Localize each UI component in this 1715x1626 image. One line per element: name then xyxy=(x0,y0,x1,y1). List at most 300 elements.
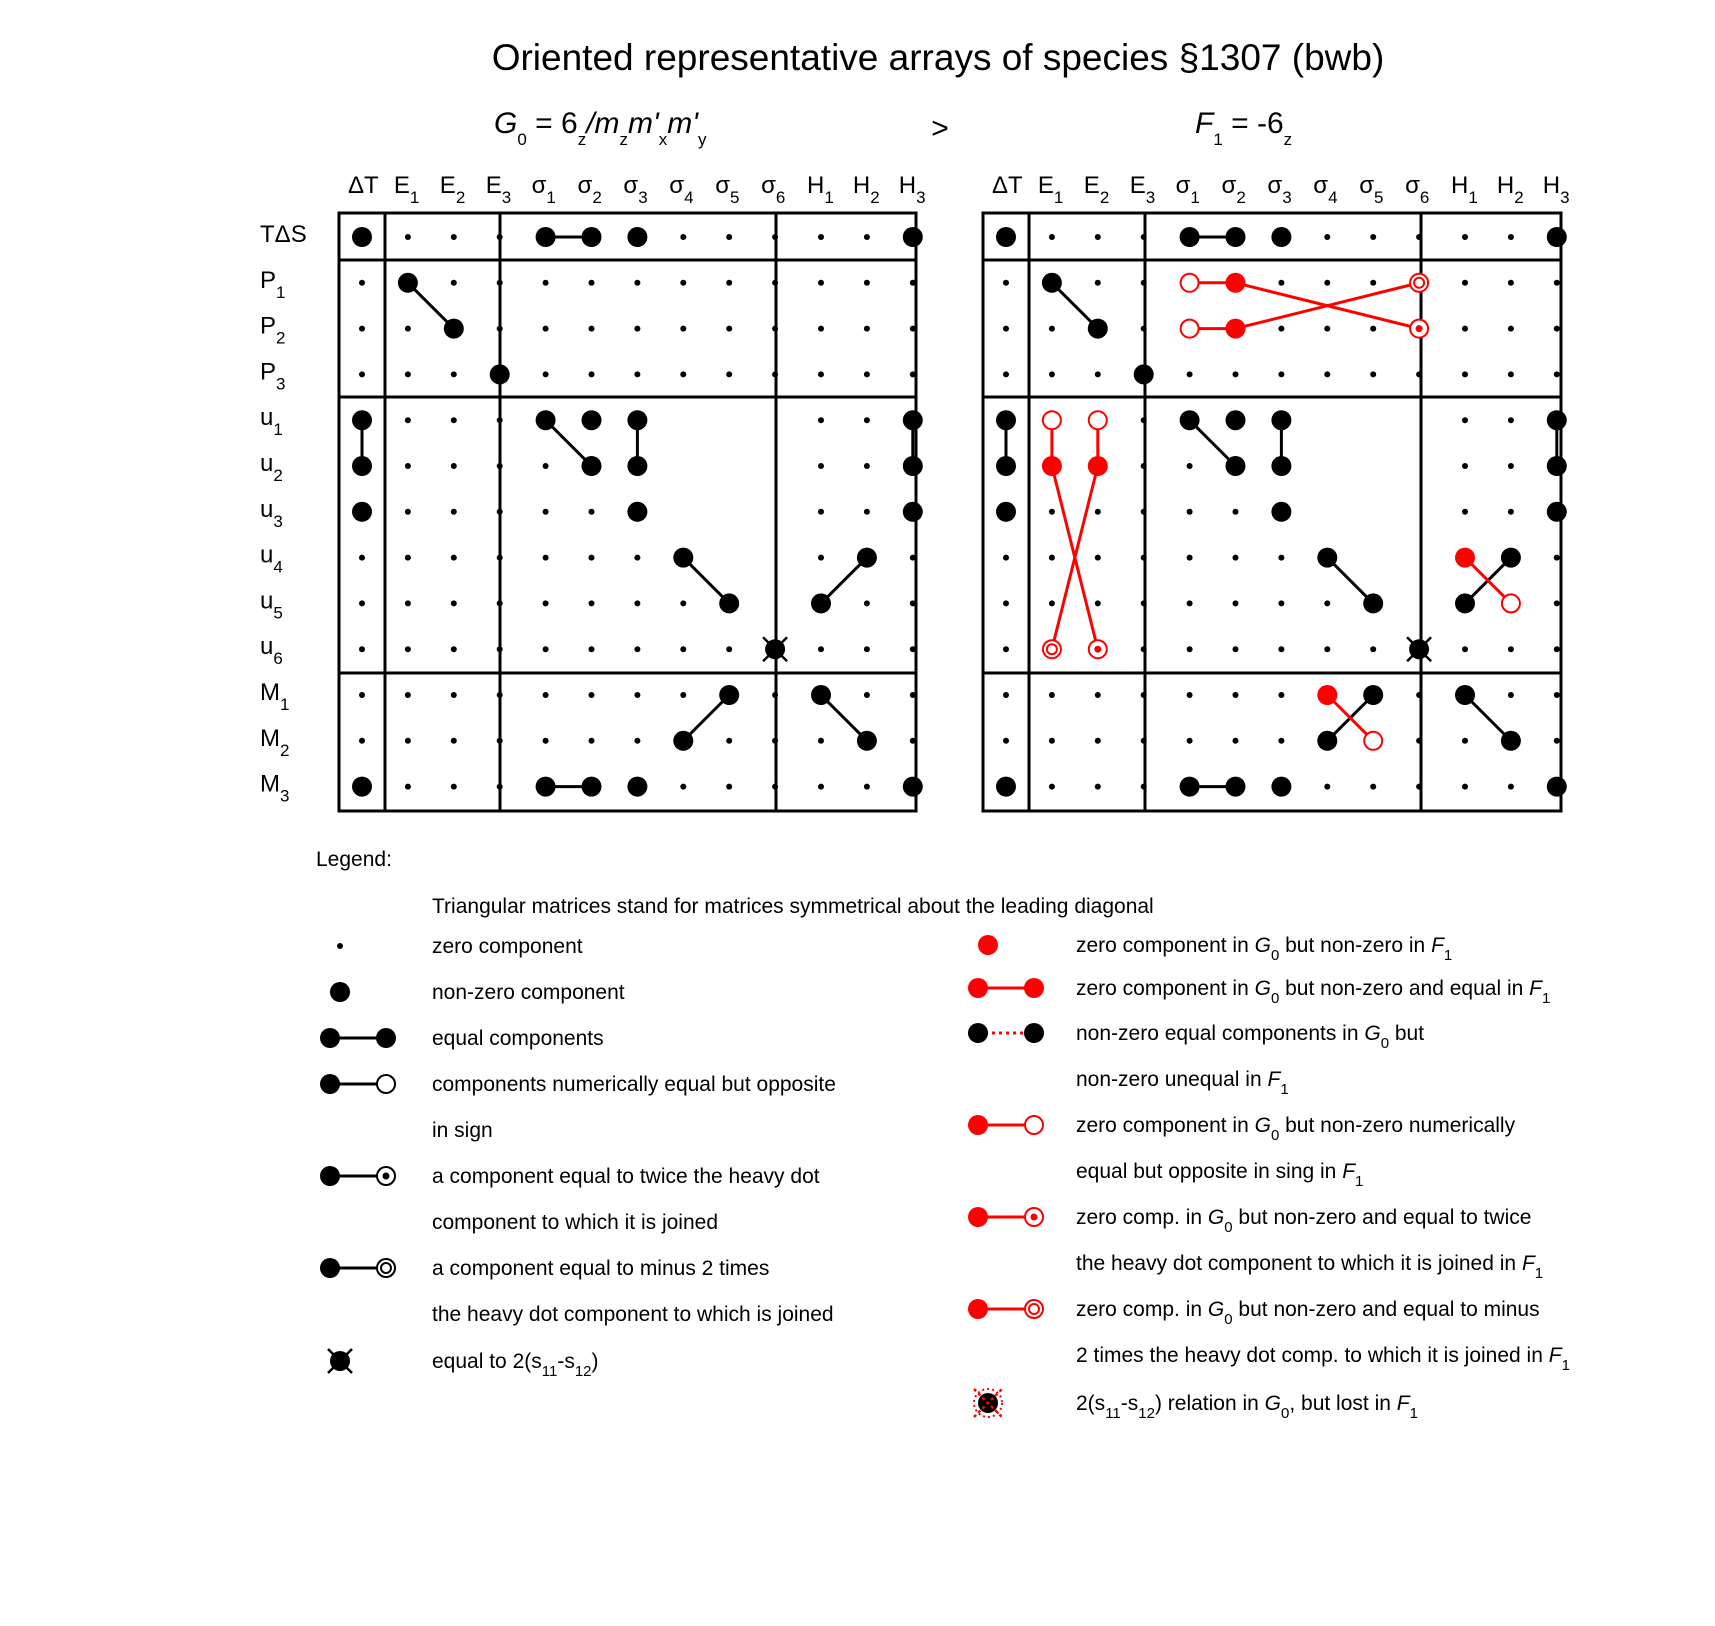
red-circled-icon xyxy=(968,1299,1043,1319)
nonzero-dot xyxy=(1363,593,1383,613)
zero-dot xyxy=(451,555,457,561)
zero-dot xyxy=(405,326,411,332)
zero-dot xyxy=(772,692,778,698)
row-header-main: M xyxy=(260,770,280,798)
legend-text-part: 0 xyxy=(1380,1035,1390,1052)
column-header-sub: 3 xyxy=(638,188,648,207)
zero-dot xyxy=(359,600,365,606)
nonzero-dot xyxy=(627,502,647,522)
zero-dot xyxy=(818,417,824,423)
nonzero-dot xyxy=(490,364,510,384)
zero-dot xyxy=(1095,692,1101,698)
nonzero-dot xyxy=(1271,502,1291,522)
column-header xyxy=(1451,172,1478,207)
nonzero-dot xyxy=(1271,227,1291,247)
nonzero-dot xyxy=(1226,410,1246,430)
zero-dot xyxy=(910,646,916,652)
zero-dot xyxy=(1462,280,1468,286)
small-dot-icon xyxy=(337,943,343,949)
nonzero-dot xyxy=(811,593,831,613)
nonzero-dot xyxy=(627,410,647,430)
nonzero-dot xyxy=(444,319,464,339)
zero-dot xyxy=(1416,371,1422,377)
zero-dot xyxy=(910,692,916,698)
nonzero-dot xyxy=(857,731,877,751)
legend-text-part: F xyxy=(1521,1252,1535,1275)
nonzero-dot xyxy=(719,685,739,705)
zero-dot xyxy=(1324,280,1330,286)
icon-dot xyxy=(320,1074,340,1094)
nonzero-dot xyxy=(1363,685,1383,705)
column-header-sub: 3 xyxy=(1560,188,1570,207)
column-header-main: H xyxy=(807,172,825,199)
red-nonzero-dot xyxy=(1317,685,1337,705)
zero-dot xyxy=(680,326,686,332)
legend-text-part: zero component in xyxy=(1076,1114,1255,1137)
zero-dot xyxy=(1324,646,1330,652)
zero-dot xyxy=(1187,509,1193,515)
row-header-main: u xyxy=(260,633,274,661)
zero-dot xyxy=(1278,326,1284,332)
row-header-sub: 3 xyxy=(276,374,286,394)
zero-dot xyxy=(680,280,686,286)
zero-dot xyxy=(1462,234,1468,240)
zero-dot xyxy=(864,509,870,515)
zero-dot xyxy=(818,234,824,240)
zero-dot xyxy=(589,326,595,332)
column-header-main: σ xyxy=(669,172,685,199)
nonzero-dot xyxy=(536,777,556,797)
red-link-icon xyxy=(968,978,1044,998)
red-nonzero-dot xyxy=(1088,456,1108,476)
zero-dot xyxy=(634,371,640,377)
column-header xyxy=(853,172,880,207)
red-circled-dot-inner xyxy=(1414,278,1424,288)
zero-dot xyxy=(405,371,411,377)
zero-dot xyxy=(1049,600,1055,606)
nonzero-dot xyxy=(627,456,647,476)
zero-dot xyxy=(451,371,457,377)
zero-dot xyxy=(497,784,503,790)
column-header-main: σ xyxy=(715,172,731,199)
legend-text-part: non-zero unequal in xyxy=(1076,1068,1268,1091)
legend-text-part: the heavy dot component to which it is joined in xyxy=(1076,1252,1522,1275)
column-header-sub: 1 xyxy=(1468,188,1478,207)
nonzero-dot xyxy=(1271,410,1291,430)
row-header xyxy=(260,404,283,439)
zero-dot xyxy=(1278,280,1284,286)
column-header-main: E xyxy=(1037,172,1054,199)
legend-text-part: equal to 2(s xyxy=(432,1350,542,1373)
legend-text-part: 1 xyxy=(1561,1357,1570,1374)
zero-dot xyxy=(451,784,457,790)
zero-dot xyxy=(910,555,916,561)
column-header-sub: 1 xyxy=(546,188,556,207)
legend-text-part: a component equal to minus 2 times xyxy=(432,1257,770,1280)
row-header-main: P xyxy=(260,312,277,340)
nonzero-dot xyxy=(903,227,923,247)
zero-dot xyxy=(1462,646,1468,652)
nonzero-dot xyxy=(673,548,693,568)
row-header-sub: 1 xyxy=(276,282,286,302)
legend-text-part: 1 xyxy=(1280,1081,1289,1098)
nonzero-dot xyxy=(1455,685,1475,705)
zero-dot xyxy=(864,784,870,790)
zero-dot xyxy=(543,738,549,744)
column-header xyxy=(899,172,926,207)
nonzero-dot xyxy=(1501,548,1521,568)
red-open-dot xyxy=(1181,274,1199,292)
nonzero-dot xyxy=(1547,502,1567,522)
zero-dot xyxy=(1003,326,1009,332)
icon-red-dot xyxy=(968,1299,988,1319)
legend-text-part: but non-zero and equal to minus xyxy=(1232,1298,1540,1321)
left-group-formula: $G_0 = 6_z/m_zm'_xm'_y$ xyxy=(494,107,707,149)
column-header-sub: 1 xyxy=(409,188,420,207)
nonzero-dot xyxy=(903,410,923,430)
zero-dot xyxy=(1095,280,1101,286)
zero-dot xyxy=(451,646,457,652)
legend-text-part: , but lost in xyxy=(1289,1392,1397,1415)
column-header xyxy=(1038,172,1063,207)
zero-dot xyxy=(1462,509,1468,515)
zero-dot xyxy=(589,600,595,606)
zero-dot xyxy=(1554,600,1560,606)
zero-dot xyxy=(726,371,732,377)
nonzero-dot xyxy=(582,777,602,797)
zero-dot xyxy=(451,417,457,423)
legend-entry-text xyxy=(432,1073,836,1096)
legend-entry-text-line2: component to which it is joined xyxy=(432,1211,718,1234)
zero-dot xyxy=(451,509,457,515)
column-header-main: σ xyxy=(1221,172,1237,199)
legend-entry-text xyxy=(1076,1114,1516,1144)
zero-dot xyxy=(1278,692,1284,698)
zero-dot xyxy=(497,738,503,744)
icon-inner xyxy=(381,1263,391,1273)
column-header xyxy=(578,172,602,207)
zero-dot xyxy=(359,646,365,652)
zero-dot xyxy=(1370,646,1376,652)
column-header xyxy=(1130,172,1155,207)
nonzero-dot xyxy=(582,410,602,430)
nonzero-dot xyxy=(811,685,831,705)
zero-dot xyxy=(1416,784,1422,790)
zero-dot xyxy=(680,600,686,606)
row-header-sub: 3 xyxy=(273,511,283,531)
left-matrix xyxy=(260,172,926,811)
column-header xyxy=(1176,172,1200,207)
legend-text-part: components numerically equal but opposite xyxy=(432,1073,836,1096)
row-header xyxy=(260,358,285,393)
zero-dot xyxy=(359,555,365,561)
zero-dot xyxy=(1278,600,1284,606)
zero-dot xyxy=(1141,417,1147,423)
legend-entry-text-line2: in sign xyxy=(432,1119,493,1142)
zero-dot xyxy=(1003,738,1009,744)
black-dotted-icon xyxy=(320,1166,395,1186)
column-header-main: σ xyxy=(623,172,639,199)
zero-dot xyxy=(1508,417,1514,423)
zero-dot xyxy=(589,280,595,286)
nonzero-dot xyxy=(1547,227,1567,247)
column-header xyxy=(1222,172,1246,207)
row-header-main: P xyxy=(260,358,277,386)
column-header xyxy=(1313,172,1337,207)
red-dotted-dot-center xyxy=(1094,646,1101,653)
row-header xyxy=(260,679,289,714)
zero-dot xyxy=(1508,784,1514,790)
zero-dot xyxy=(772,371,778,377)
zero-dot xyxy=(1554,371,1560,377)
legend-text-part: zero component xyxy=(432,935,583,958)
zero-dot xyxy=(1370,326,1376,332)
nonzero-dot xyxy=(1180,227,1200,247)
zero-dot xyxy=(1278,738,1284,744)
column-header-sub: 1 xyxy=(1190,188,1200,207)
zero-dot xyxy=(1508,234,1514,240)
zero-dot xyxy=(1278,371,1284,377)
zero-dot xyxy=(405,417,411,423)
row-header-sub: 1 xyxy=(273,420,283,440)
zero-dot xyxy=(359,371,365,377)
zero-dot xyxy=(1233,738,1239,744)
legend-text-part: 2 times the heavy dot comp. to which it is joined in xyxy=(1076,1344,1549,1367)
legend-text-part: F xyxy=(1396,1392,1410,1415)
zero-dot xyxy=(1278,646,1284,652)
zero-dot xyxy=(1049,555,1055,561)
zero-dot xyxy=(359,326,365,332)
nonzero-dot xyxy=(1317,548,1337,568)
zero-dot xyxy=(680,646,686,652)
legend-text-part: 0 xyxy=(1270,947,1280,964)
legend-entry-text xyxy=(432,1165,820,1188)
legend-text-part: zero component in xyxy=(1076,934,1255,957)
zero-dot xyxy=(1233,692,1239,698)
column-header-sub: 6 xyxy=(775,188,786,207)
legend-text-part: 0 xyxy=(1224,1311,1233,1328)
zero-dot xyxy=(772,326,778,332)
zero-dot xyxy=(543,646,549,652)
nonzero-dot xyxy=(857,548,877,568)
nonzero-dot xyxy=(1180,777,1200,797)
nonzero-dot xyxy=(903,456,923,476)
column-header-sub: 3 xyxy=(1282,188,1292,207)
zero-dot xyxy=(1416,234,1422,240)
black-open-icon xyxy=(320,1074,395,1094)
zero-dot xyxy=(634,280,640,286)
column-header-sub: 1 xyxy=(824,188,834,207)
nonzero-dot xyxy=(1317,731,1337,751)
zero-dot xyxy=(1049,326,1055,332)
red-circled-dot-inner xyxy=(1047,644,1057,654)
zero-dot xyxy=(1141,509,1147,515)
zero-dot xyxy=(772,280,778,286)
legend-text-part: G xyxy=(1207,1298,1225,1321)
zero-dot xyxy=(726,326,732,332)
zero-dot xyxy=(589,646,595,652)
column-header xyxy=(440,172,465,207)
legend-text-part: 12 xyxy=(574,1363,592,1380)
nonzero-dot xyxy=(536,410,556,430)
column-header-main: E xyxy=(393,172,410,199)
red-open-dot xyxy=(1181,320,1199,338)
column-header xyxy=(1084,172,1109,207)
zero-dot xyxy=(497,280,503,286)
nonzero-dot xyxy=(1226,227,1246,247)
zero-dot xyxy=(451,692,457,698)
zero-dot xyxy=(1141,738,1147,744)
column-header xyxy=(761,172,785,207)
legend-text-part: 11 xyxy=(541,1363,558,1380)
column-header xyxy=(669,172,693,207)
figure-title: Oriented representative arrays of species §1307 (bwb) xyxy=(491,37,1385,78)
zero-dot xyxy=(680,692,686,698)
legend-entry-text xyxy=(1076,977,1550,1007)
zero-dot xyxy=(1003,371,1009,377)
column-header-main: ΔT xyxy=(992,172,1023,199)
zero-dot xyxy=(497,600,503,606)
zero-dot xyxy=(1233,509,1239,515)
row-header-sub: 4 xyxy=(273,557,283,577)
legend-text-part: -s xyxy=(1120,1392,1139,1415)
column-header xyxy=(807,172,834,207)
zero-dot xyxy=(1462,326,1468,332)
column-header-main: E xyxy=(485,172,502,199)
legend-text-part: G xyxy=(1264,1392,1282,1415)
column-header-sub: 3 xyxy=(916,188,926,207)
legend-text-part: equal but opposite in sing in xyxy=(1076,1160,1343,1183)
zero-dot xyxy=(864,463,870,469)
legend-text-part: zero comp. in xyxy=(1076,1206,1208,1229)
zero-dot xyxy=(405,509,411,515)
legend-text-part: 1 xyxy=(1409,1405,1418,1422)
row-header-sub: 6 xyxy=(273,649,283,669)
icon-red-dot xyxy=(968,1207,988,1227)
red-dotted-dot-center xyxy=(1416,325,1423,332)
zero-dot xyxy=(1095,234,1101,240)
zero-dot xyxy=(1508,326,1514,332)
legend-text-part: G xyxy=(1254,977,1271,1000)
nonzero-dot xyxy=(1271,777,1291,797)
row-header xyxy=(260,313,285,348)
row-header xyxy=(260,771,289,806)
icon-red-dot xyxy=(968,1115,988,1135)
zero-dot xyxy=(864,600,870,606)
column-header xyxy=(532,172,556,207)
zero-dot xyxy=(910,371,916,377)
nonzero-dot xyxy=(536,227,556,247)
zero-dot xyxy=(910,600,916,606)
zero-dot xyxy=(451,234,457,240)
nonzero-dot xyxy=(1501,731,1521,751)
nonzero-dot xyxy=(903,502,923,522)
zero-dot xyxy=(405,738,411,744)
legend-text-part: G xyxy=(1254,1114,1271,1137)
zero-dot xyxy=(1141,692,1147,698)
nonzero-dot xyxy=(1088,319,1108,339)
zero-dot xyxy=(405,646,411,652)
legend-text-part: 11 xyxy=(1105,1405,1121,1422)
row-header xyxy=(260,542,283,577)
legend-entry-text xyxy=(432,981,625,1004)
right-matrix xyxy=(983,172,1570,811)
nonzero-dot xyxy=(719,593,739,613)
red-nonzero-dot xyxy=(1226,319,1246,339)
zero-dot xyxy=(497,417,503,423)
icon-dot xyxy=(320,1258,340,1278)
legend-text-part: zero comp. in xyxy=(1076,1298,1208,1321)
zero-dot xyxy=(1554,280,1560,286)
icon-small-dot xyxy=(337,943,343,949)
legend-text-part: 1 xyxy=(1541,990,1551,1007)
zero-dot xyxy=(1141,555,1147,561)
black-circled-icon xyxy=(320,1258,395,1278)
icon-dot xyxy=(376,1028,396,1048)
legend-entry-text xyxy=(1076,1022,1424,1052)
zero-dot xyxy=(910,738,916,744)
row-header xyxy=(260,725,289,760)
column-header xyxy=(1497,172,1524,207)
big-dot-icon xyxy=(330,982,350,1002)
row-header-main: u xyxy=(260,587,274,615)
zero-dot xyxy=(1049,738,1055,744)
column-header-main: E xyxy=(1129,172,1146,199)
legend-text-part: 1 xyxy=(1355,1173,1364,1190)
column-header-sub: 2 xyxy=(1099,188,1110,207)
column-header-main: σ xyxy=(577,172,593,199)
legend-entry-text-line2 xyxy=(1076,1344,1570,1374)
cross-dot-icon xyxy=(328,1349,352,1373)
zero-dot xyxy=(1324,784,1330,790)
zero-dot xyxy=(497,646,503,652)
legend-text-part: G xyxy=(1254,934,1271,957)
zero-dot xyxy=(589,692,595,698)
column-header-main: σ xyxy=(1175,172,1191,199)
zero-dot xyxy=(864,234,870,240)
row-header-sub: 2 xyxy=(273,466,283,485)
zero-dot xyxy=(1508,371,1514,377)
column-header-main: E xyxy=(1083,172,1100,199)
zero-dot xyxy=(1187,463,1193,469)
legend-text-part: non-zero equal components in xyxy=(1076,1022,1365,1045)
zero-dot xyxy=(543,463,549,469)
legend-text-part: F xyxy=(1529,977,1542,1000)
zero-dot xyxy=(1554,738,1560,744)
nonzero-dot xyxy=(996,410,1016,430)
legend-entry-text-line2 xyxy=(1076,1068,1289,1098)
row-header-sub: 5 xyxy=(273,603,283,623)
zero-dot xyxy=(1324,326,1330,332)
zero-dot xyxy=(772,784,778,790)
row-header xyxy=(260,267,285,302)
zero-dot xyxy=(1462,371,1468,377)
icon-dot xyxy=(1024,1023,1044,1043)
icon-open xyxy=(1025,1116,1043,1134)
column-header-sub: 1 xyxy=(1053,188,1064,207)
legend-text-part: 0 xyxy=(1270,990,1280,1007)
legend-text-part: 12 xyxy=(1138,1405,1155,1422)
column-header-main: H xyxy=(898,172,917,199)
zero-dot xyxy=(910,326,916,332)
red-nonzero-dot xyxy=(1226,273,1246,293)
zero-dot xyxy=(1370,784,1376,790)
icon-dot xyxy=(330,982,350,1002)
legend-text-part: F xyxy=(1548,1344,1562,1367)
zero-dot xyxy=(1370,234,1376,240)
nonzero-dot xyxy=(996,777,1016,797)
row-header xyxy=(260,587,283,622)
